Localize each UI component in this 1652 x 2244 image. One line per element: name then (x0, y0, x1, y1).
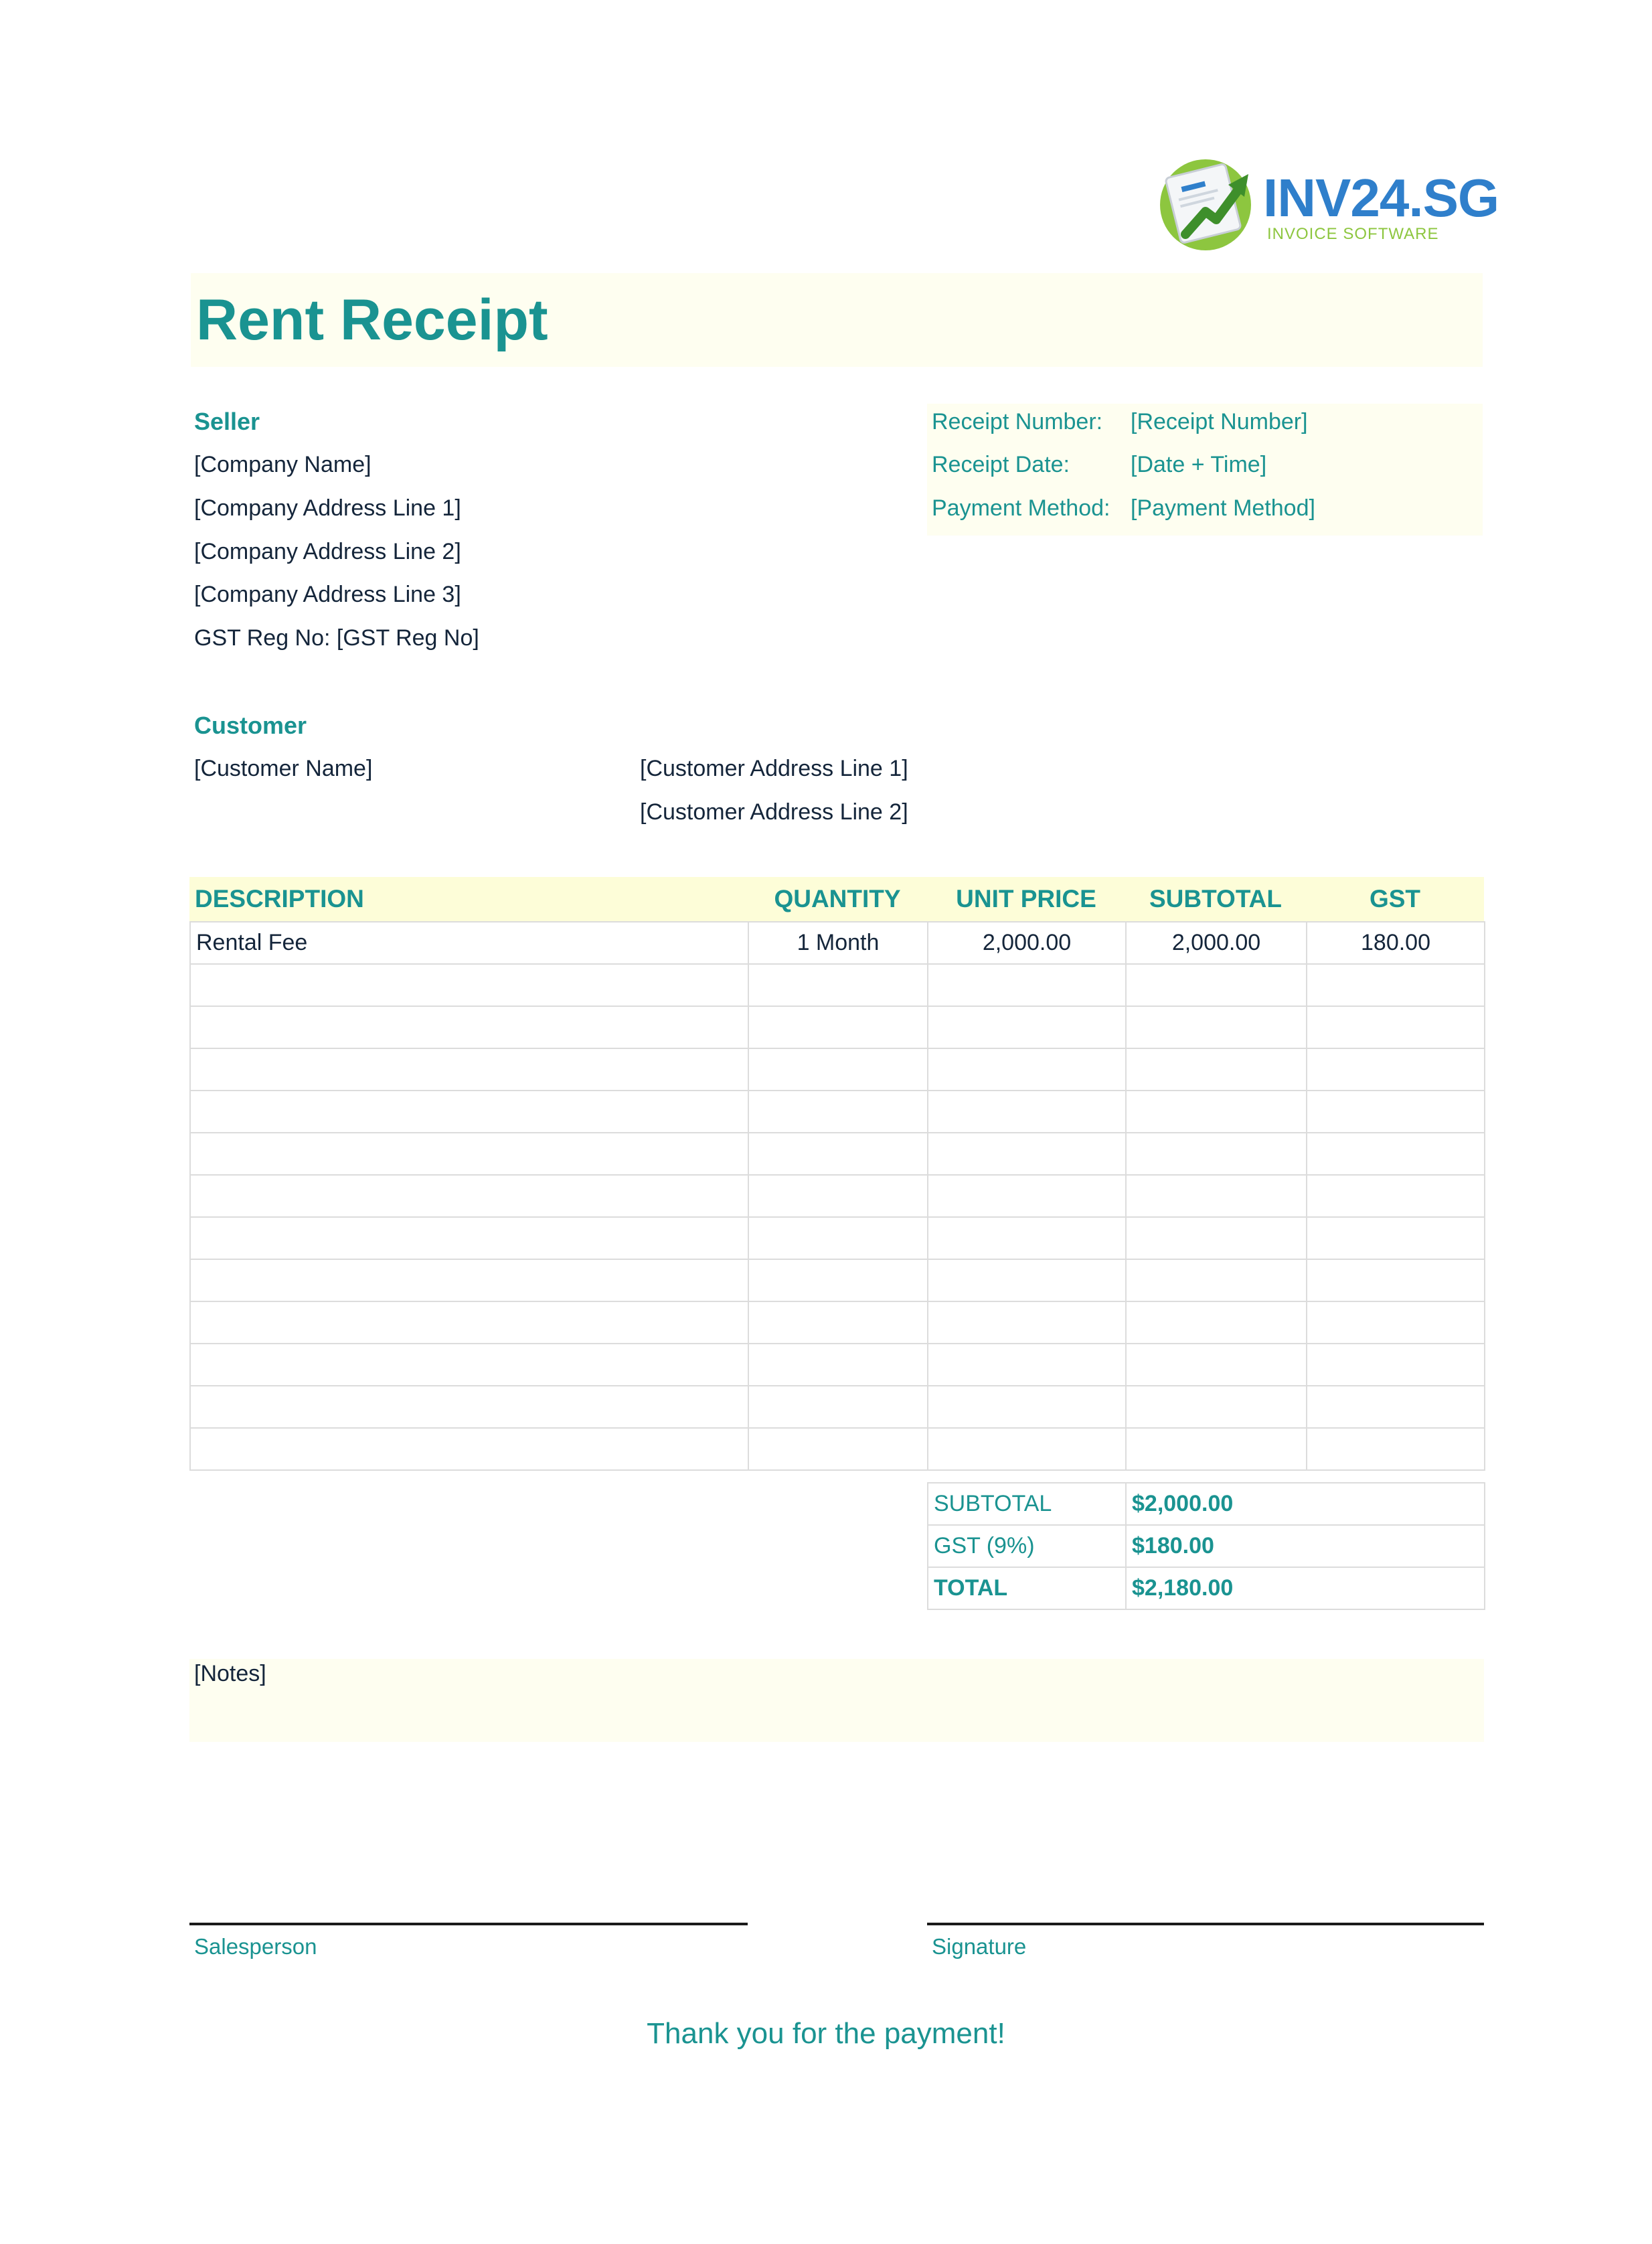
totals-table (927, 1482, 1485, 1610)
brand-logo (1156, 155, 1499, 262)
table-row (190, 1133, 1485, 1175)
column-header-subtotal: SUBTOTAL (1149, 885, 1282, 912)
notes-area (189, 1659, 1484, 1742)
seller-company-name: [Company Name] (194, 452, 371, 477)
table-row (190, 1259, 1485, 1301)
table-row (190, 1217, 1485, 1259)
column-header-unit-price: UNIT PRICE (956, 885, 1096, 912)
notes-text: [Notes] (194, 1661, 266, 1686)
receipt-number-value: [Receipt Number] (1131, 409, 1308, 434)
table-row (190, 964, 1485, 1006)
subtotal-value: $2,000.00 (1126, 1483, 1485, 1525)
customer-name: [Customer Name] (194, 756, 373, 781)
item-unit-price: 2,000.00 (928, 922, 1126, 964)
subtotal-row (928, 1483, 1485, 1525)
table-row (190, 1301, 1485, 1344)
column-header-quantity: QUANTITY (774, 885, 901, 912)
signature-label: Signature (932, 1934, 1027, 1959)
logo-mark-icon (1156, 155, 1263, 262)
customer-heading: Customer (194, 712, 307, 739)
gst-row (928, 1525, 1485, 1567)
receipt-number-label: Receipt Number: (932, 409, 1103, 434)
thank-you-message: Thank you for the payment! (647, 2017, 1005, 2050)
table-row (190, 1175, 1485, 1217)
item-subtotal: 2,000.00 (1126, 922, 1307, 964)
column-header-gst: GST (1369, 885, 1421, 912)
seller-heading: Seller (194, 408, 260, 435)
table-row (190, 1428, 1485, 1470)
item-quantity: 1 Month (748, 922, 928, 964)
table-row (190, 1006, 1485, 1048)
items-table (189, 921, 1485, 1471)
table-row (190, 922, 1485, 964)
items-table-header (189, 877, 1484, 921)
total-label: TOTAL (928, 1567, 1126, 1609)
gst-label: GST (9%) (928, 1525, 1126, 1567)
receipt-date-label: Receipt Date: (932, 452, 1070, 477)
signature-line (927, 1923, 1484, 1925)
column-header-description: DESCRIPTION (195, 885, 364, 912)
logo-tagline: INVOICE SOFTWARE (1267, 225, 1439, 243)
customer-address-line-2: [Customer Address Line 2] (640, 799, 908, 825)
table-row (190, 1386, 1485, 1428)
gst-value: $180.00 (1126, 1525, 1485, 1567)
seller-gst-reg: GST Reg No: [GST Reg No] (194, 625, 479, 651)
seller-address-line-1: [Company Address Line 1] (194, 495, 461, 521)
table-row (190, 1048, 1485, 1091)
logo-wordmark: INV24.SG (1263, 168, 1499, 228)
item-gst: 180.00 (1307, 922, 1485, 964)
page-title: Rent Receipt (196, 288, 548, 352)
item-description: Rental Fee (190, 922, 748, 964)
total-row (928, 1567, 1485, 1609)
seller-address-line-3: [Company Address Line 3] (194, 582, 461, 607)
table-row (190, 1091, 1485, 1133)
payment-method-label: Payment Method: (932, 495, 1110, 521)
salesperson-label: Salesperson (194, 1934, 317, 1959)
customer-address-line-1: [Customer Address Line 1] (640, 756, 908, 781)
total-value: $2,180.00 (1126, 1567, 1485, 1609)
salesperson-line (189, 1923, 748, 1925)
payment-method-value: [Payment Method] (1131, 495, 1315, 521)
table-row (190, 1344, 1485, 1386)
seller-address-line-2: [Company Address Line 2] (194, 539, 461, 564)
receipt-date-value: [Date + Time] (1131, 452, 1267, 477)
subtotal-label: SUBTOTAL (928, 1483, 1126, 1525)
